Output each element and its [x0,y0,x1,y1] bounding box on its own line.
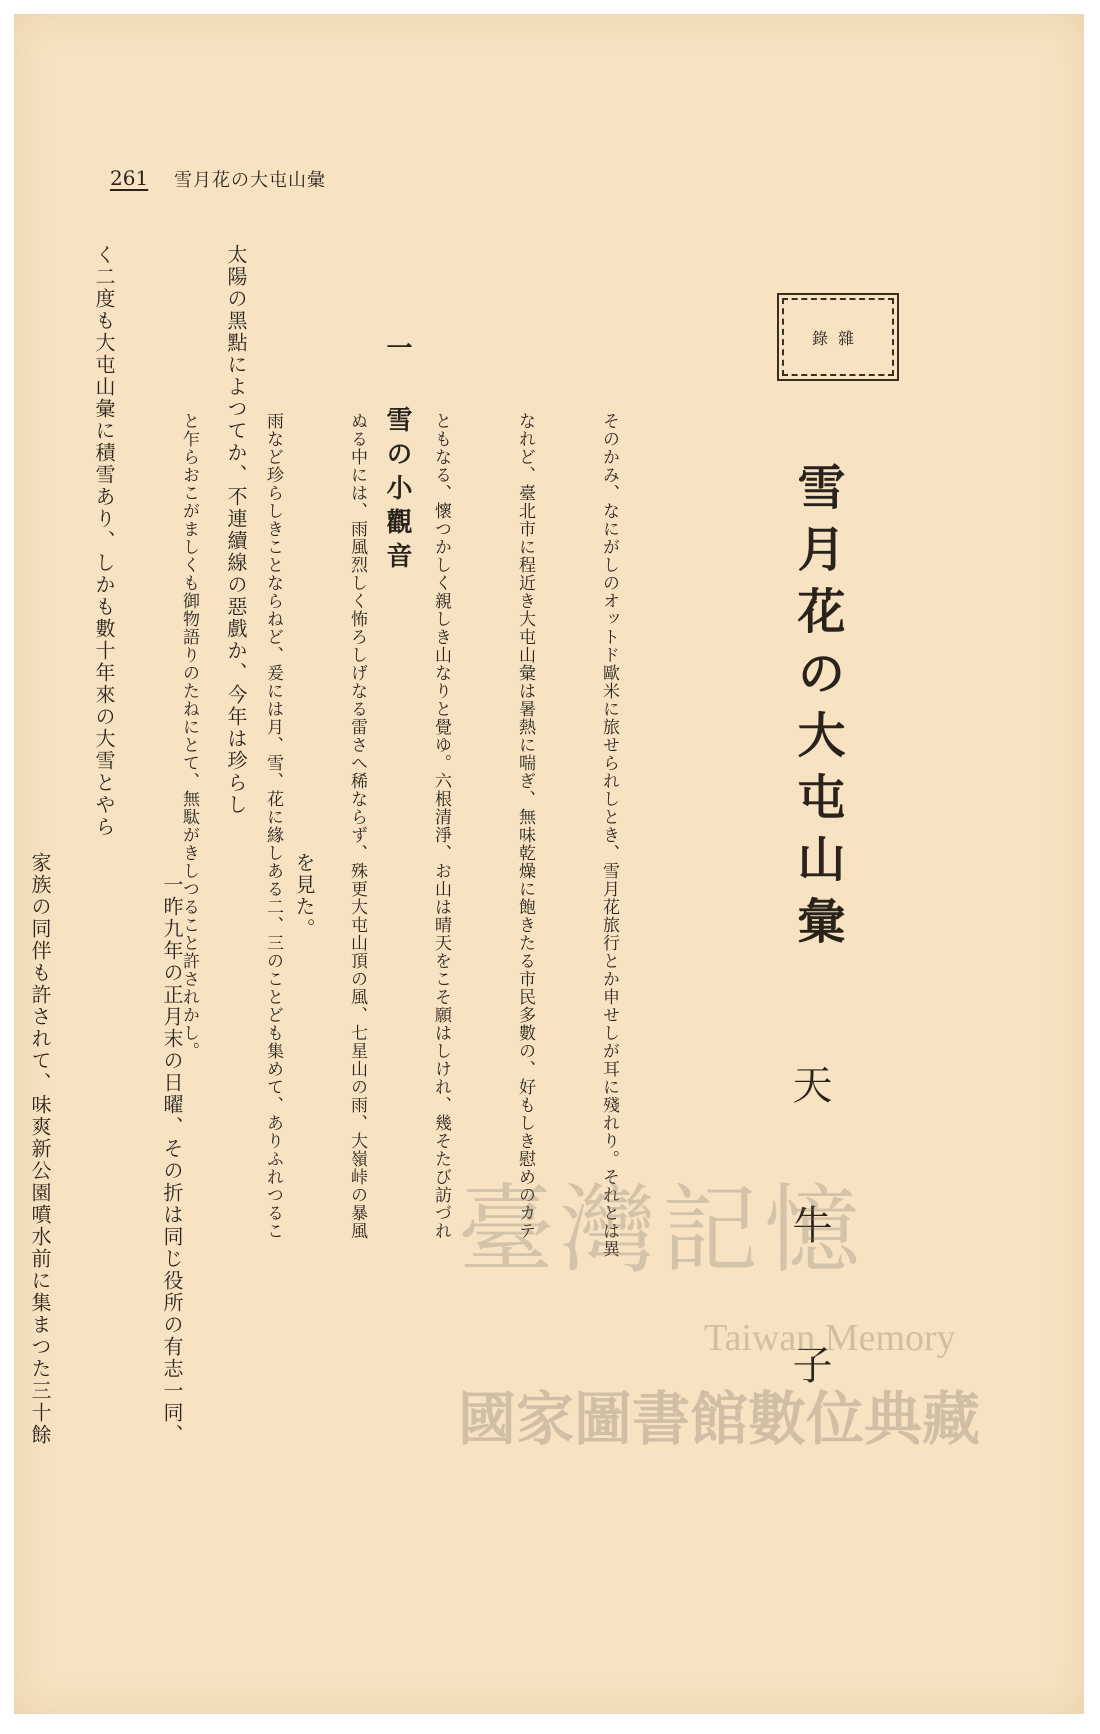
category-stamp-label: 雜錄 [811,328,864,348]
author-name: 天牛子 [786,1064,832,1484]
intro-line: そのかみ、なにがしのオットド歐米に旅せられしとき、雪月花旅行とか申せしが耳に殘れり。それとは異 [599,412,619,1258]
body-line: 一昨九年の正月末の日曜、その折は同じ役所の有志一同、 [160,852,184,1446]
body-line: 家族の同伴も許されて、味爽新公園噴水前に集まつた三十餘 [28,852,52,1446]
intro-line: 雨など珍らしきことならねど、爰には月、雪、花に緣しある二、三のことども集めて、ありふれつるこ [263,412,283,1240]
intro-line: ともなる、懷つかしく親しき山なりと覺ゆ。六根清淨、お山は晴天をこそ願はしけれ、幾そたび訪づれ [431,412,451,1240]
page-number: 261 [110,166,149,190]
watermark-sub: 國家圖書館數位典藏 [458,1385,981,1453]
watermark-english: Taiwan Memory [704,1317,956,1359]
category-stamp [782,298,894,376]
watermark-main: 臺灣記憶 [458,1174,866,1286]
body-upper-tier [14,244,346,842]
section-heading: 一 雪の小觀音 [382,334,412,576]
body-line: を見た。 [292,852,316,940]
body-line: く二度も大屯山彙に積雪あり、しかも數十年來の大雪とやら [92,244,116,838]
body-lower-tier [14,852,414,1446]
book-page [14,14,1084,1714]
article-title: 雪月花の大屯山彙 [789,462,845,958]
intro-line: ぬる中には、雨風烈しく怖ろしげなる雷さへ稀ならず、殊更大屯山頂の風、七星山の雨、大嶺峠の暴風 [347,412,367,1240]
running-title: 雪月花の大屯山彙 [174,170,326,191]
intro-line: なれど、臺北市に程近き大屯山彙は暑熱に喘ぎ、無味乾燥に飽きたる市民多數の、好もしき慰めのカテ [515,412,535,1240]
intro-line: と乍らおこがましくも御物語りのたねにとて、無駄がきしつること許されかし。 [179,412,199,1060]
body-line: 太陽の黑點によつてか、不連續線の惡戲か、今年は珍らし [224,244,248,816]
